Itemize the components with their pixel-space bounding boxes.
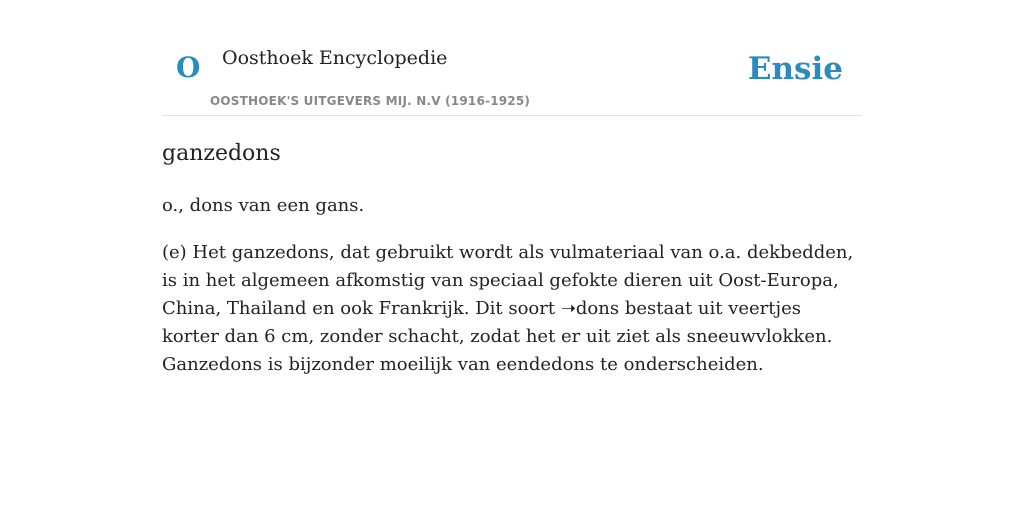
source-logo[interactable]: O (176, 51, 201, 84)
cross-reference-link-dons[interactable] (561, 298, 619, 319)
entry-definition: o., dons van een gans. (162, 195, 365, 216)
source-header (162, 0, 862, 116)
cross-reference-label: dons (575, 298, 620, 319)
source-title[interactable]: Oosthoek Encyclopedie (222, 47, 448, 69)
entry-title: ganzedons (162, 141, 281, 166)
entry-body (162, 239, 862, 379)
arrow-right-icon: ➝ (560, 298, 576, 319)
source-subtitle: OOSTHOEK'S UITGEVERS MIJ. N.V (1916-1925) (210, 94, 531, 108)
brand-logo[interactable]: Ensie (747, 51, 843, 87)
page-container (162, 0, 862, 375)
entry-body-text-start: (e) Het ganzedons, dat gebruikt wordt als vulmateriaal van o.a. dekbedden, is in het algemeen afkomstig van speciaal gefokte dieren uit Oost-Europa, China, Thailand en ook Frankrijk. Dit soort (162, 242, 854, 319)
entry-body-text-end: bestaat uit veertjes korter dan 6 cm, zonder schacht, zodat het er uit ziet als sneeuwvlokken. Ganzedons is bijzonder moeilijk van eendedons te onderscheiden. (162, 298, 833, 375)
